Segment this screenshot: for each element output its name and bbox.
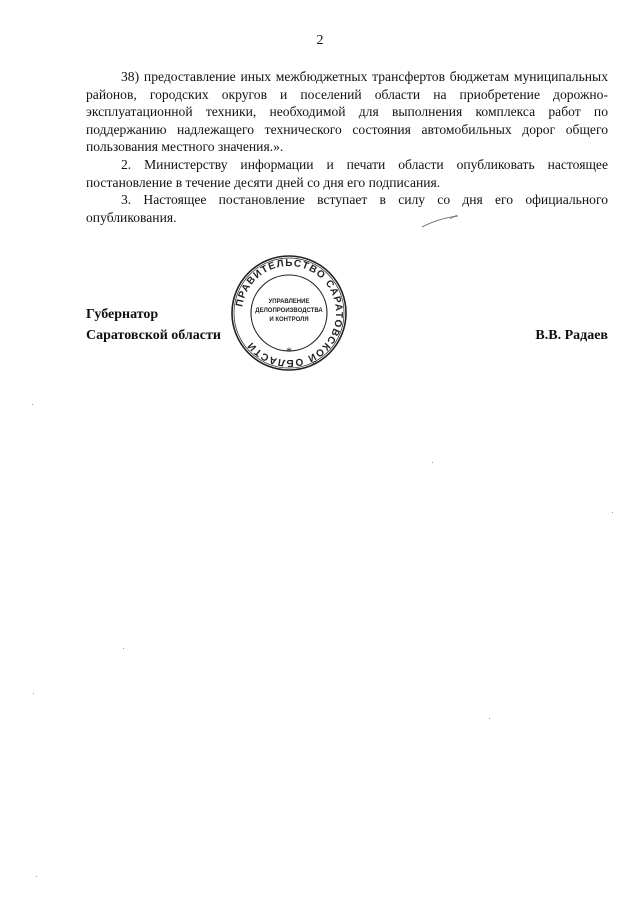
document-body bbox=[86, 68, 608, 226]
seal-star-icon: * bbox=[286, 344, 292, 358]
paragraph-38-item: 38) предоставление иных межбюджетных трансфертов бюджетам муниципальных районов, городских округов и поселений области на приобретение дорожно-эксплуатационной техники, необходимой для выполнения комплекса работ по поддержанию надлежащего технического состояния автомобильных дорог общего пользования местного значения.». bbox=[86, 69, 608, 155]
page-number: 2 bbox=[316, 33, 324, 48]
signatory-region: Саратовской области bbox=[86, 328, 221, 343]
scan-speck bbox=[123, 648, 124, 649]
seal-center-line-2: ДЕЛОПРОИЗВОДСТВА bbox=[255, 308, 323, 314]
scan-speck bbox=[36, 876, 37, 877]
seal-ring-text: ПРАВИТЕЛЬСТВО САРАТОВСКОЙ ОБЛАСТИ bbox=[234, 257, 345, 369]
signature-stroke bbox=[420, 212, 460, 232]
paragraph-3: 3. Настоящее постановление вступает в силу со дня его официального опубликования. bbox=[86, 192, 608, 225]
scan-speck bbox=[32, 404, 33, 405]
scan-speck bbox=[489, 718, 490, 719]
signatory-name: В.В. Радаев bbox=[535, 328, 608, 343]
official-seal bbox=[230, 254, 348, 372]
signatory-position: Губернатор bbox=[86, 307, 159, 322]
scan-speck bbox=[33, 693, 34, 694]
paragraph-2: 2. Министерству информации и печати области опубликовать настоящее постановление в течение десяти дней со дня его подписания. bbox=[86, 156, 608, 190]
seal-center-text bbox=[250, 298, 328, 325]
scan-speck bbox=[612, 512, 613, 513]
seal-center-line-3: И КОНТРОЛЯ bbox=[269, 317, 309, 323]
seal-center-line-1: УПРАВЛЕНИЕ bbox=[268, 299, 310, 305]
scan-speck bbox=[432, 462, 433, 463]
signatory-title bbox=[86, 304, 221, 346]
